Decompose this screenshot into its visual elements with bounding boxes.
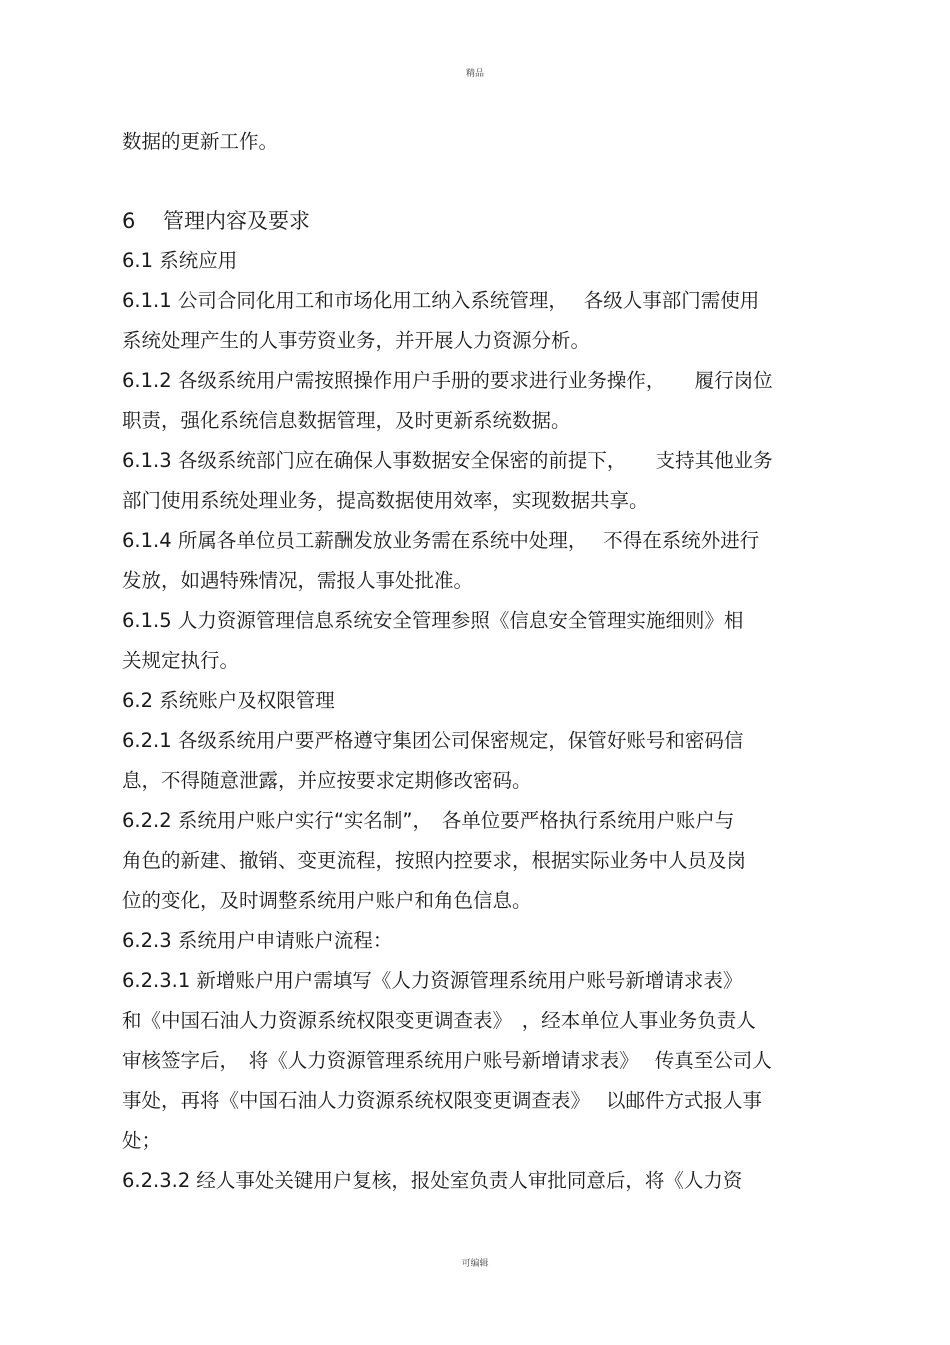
subsection-heading: 6.2 系统账户及权限管理 [122, 689, 335, 712]
body-line: 6.1.4 所属各单位员工薪酬发放业务需在系统中处理， 不得在系统外进行 [122, 529, 760, 552]
body-line: 事处，再将《中国石油人力资源系统权限变更调查表》 以邮件方式报人事 [122, 1089, 762, 1112]
section-heading: 6 管理内容及要求 [122, 209, 311, 233]
body-line: 部门使用系统处理业务，提高数据使用效率，实现数据共享。 [122, 489, 649, 512]
header-watermark: 精品 [465, 69, 484, 79]
body-line: 处； [122, 1129, 162, 1152]
body-line: 6.1.1 公司合同化用工和市场化用工纳入系统管理， 各级人事部门需使用 [122, 289, 760, 312]
body-line: 6.1.3 各级系统部门应在确保人事数据安全保密的前提下， 支持其他业务 [122, 449, 773, 472]
body-line: 6.2.3.1 新增账户用户需填写《人力资源管理系统用户账号新增请求表》 [122, 969, 743, 992]
body-line: 审核签字后， 将《人力资源管理系统用户账号新增请求表》 传真至公司人 [122, 1049, 772, 1072]
body-line: 6.2.1 各级系统用户要严格遵守集团公司保密规定，保管好账号和密码信 [122, 729, 744, 752]
body-line: 6.2.2 系统用户账户实行“实名制”， 各单位要严格执行系统用户账户与 [122, 809, 735, 832]
body-line: 和《中国石油人力资源系统权限变更调查表》 ，经本单位人事业务负责人 [122, 1009, 756, 1032]
body-line: 位的变化，及时调整系统用户账户和角色信息。 [122, 889, 532, 912]
body-line: 职责，强化系统信息数据管理，及时更新系统数据。 [122, 409, 571, 432]
body-line: 6.1.5 人力资源管理信息系统安全管理参照《信息安全管理实施细则》相 [122, 609, 744, 632]
footer-watermark: 可编辑 [461, 1259, 489, 1269]
body-line: 角色的新建、撤销、变更流程，按照内控要求，根据实际业务中人员及岗 [122, 849, 747, 872]
body-line: 6.2.3.2 经人事处关键用户复核，报处室负责人审批同意后，将《人力资 [122, 1169, 743, 1192]
document-body [122, 122, 842, 1201]
body-line: 6.2.3 系统用户申请账户流程： [122, 929, 393, 952]
body-line: 6.1.2 各级系统用户需按照操作用户手册的要求进行业务操作， 履行岗位 [122, 369, 773, 392]
body-line: 发放，如遇特殊情况，需报人事处批准。 [122, 569, 474, 592]
paragraph-gap [122, 162, 842, 201]
subsection-heading: 6.1 系统应用 [122, 249, 238, 272]
body-line: 息，不得随意泄露，并应按要求定期修改密码。 [122, 769, 532, 792]
body-line: 数据的更新工作。 [122, 130, 279, 153]
body-line: 系统处理产生的人事劳资业务，并开展人力资源分析。 [122, 329, 591, 352]
body-line: 关规定执行。 [122, 649, 240, 672]
